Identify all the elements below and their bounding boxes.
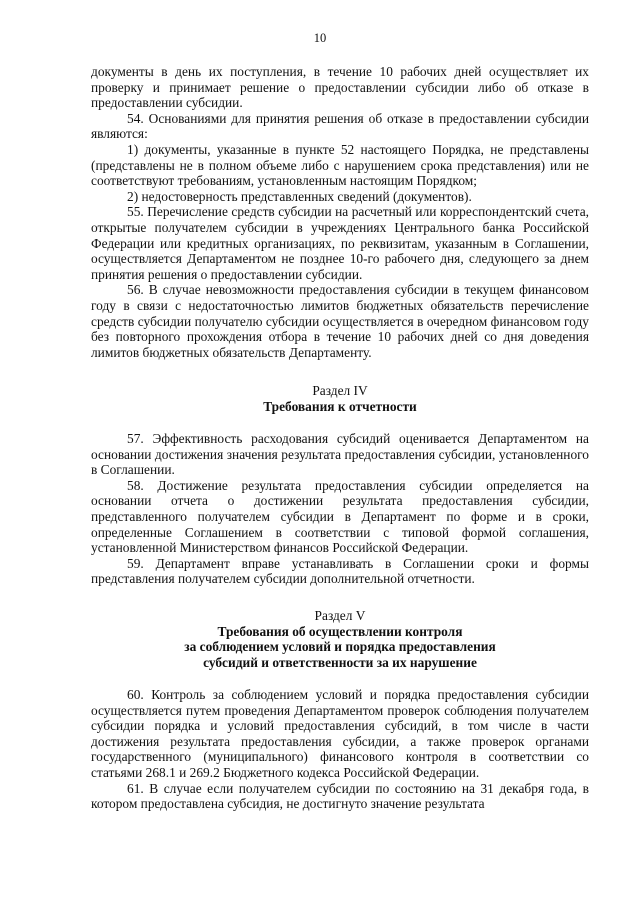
paragraph-block-top — [91, 64, 589, 360]
paragraph-56: 56. В случае невозможности предоставления субсидии в текущем финансовом году в связи с недостаточностью лимитов бюджетных обязательств перечисление средств субсидии получателю субсидии осуществляется в очередном финансовом году без повторного прохождения отбора в течение 10 рабочих дней со дня доведения лимитов бюджетных обязательств Департаменту. — [91, 282, 589, 360]
section-5-title-line-2: за соблюдением условий и порядка предоставления — [184, 639, 496, 655]
section-4-title: Требования к отчетности — [263, 398, 417, 414]
paragraph-54-item-2: 2) недостоверность представленных сведений (документов). — [127, 188, 472, 204]
paragraph-54: 54. Основаниями для принятия решения об отказе в предоставлении субсидии являются: — [91, 110, 589, 142]
paragraph-block-middle — [91, 431, 589, 587]
paragraph-55: 55. Перечисление средств субсидии на расчетный или корреспондентский счета, открытые получателем субсидии в учреждениях Центрального банка Российской Федерации или кредитных организациях, по реквизитам, указанным в Соглашении, осуществляется Департаментом не позднее 10-го рабочего дня, следующего за днем принятия решения о предоставлении субсидии. — [91, 204, 589, 282]
section-5-heading — [91, 608, 589, 670]
paragraph-53-continuation: документы в день их поступления, в течение 10 рабочих дней осуществляет их проверку и принимает решение о предоставлении субсидии либо об отказе в предоставлении субсидии. — [91, 64, 589, 111]
section-5-title-line-1: Требования об осуществлении контроля — [217, 623, 463, 639]
paragraph-58: 58. Достижение результата предоставления субсидии определяется на основании отчета о достижении результата предоставления субсидии, представленного получателем субсидии в Департамент по форме и в сроки, определенные Соглашением в соответствии с типовой формой соглашения, установленной Министерством финансов Российской Федерации. — [91, 477, 589, 556]
paragraph-59: 59. Департамент вправе устанавливать в Соглашении сроки и формы представления получателем субсидии дополнительной отчетности. — [91, 555, 589, 587]
section-4-label: Раздел IV — [312, 383, 368, 398]
paragraph-block-bottom — [91, 687, 589, 812]
section-5-title-line-3: субсидий и ответственности за их нарушение — [203, 654, 477, 670]
paragraph-60: 60. Контроль за соблюдением условий и порядка предоставления субсидии осуществляется путем проведения Департаментом проверок соблюдения получателем субсидии порядка и условий предоставления субсидий, в том числе в части достижения результата предоставления субсидии, а также проверок органами государственного (муниципального) финансового контроля в соответствии со статьями 268.1 и 269.2 Бюджетного кодекса Российской Федерации. — [91, 687, 589, 780]
paragraph-54-item-1: 1) документы, указанные в пункте 52 настоящего Порядка, не представлены (представлены не в полном объеме либо с нарушением срока представления) или не соответствуют требованиям, установленным настоящим Порядком; — [91, 141, 589, 189]
section-4-heading — [91, 383, 589, 414]
paragraph-57: 57. Эффективность расходования субсидий оценивается Департаментом на основании достижения значения результата предоставления субсидии, установленного в Соглашении. — [91, 431, 589, 478]
paragraph-61: 61. В случае если получателем субсидии по состоянию на 31 декабря года, в котором предоставлена субсидия, не достигнуто значение результата — [91, 780, 589, 812]
page-number: 10 — [313, 31, 327, 45]
section-5-label: Раздел V — [314, 608, 366, 623]
